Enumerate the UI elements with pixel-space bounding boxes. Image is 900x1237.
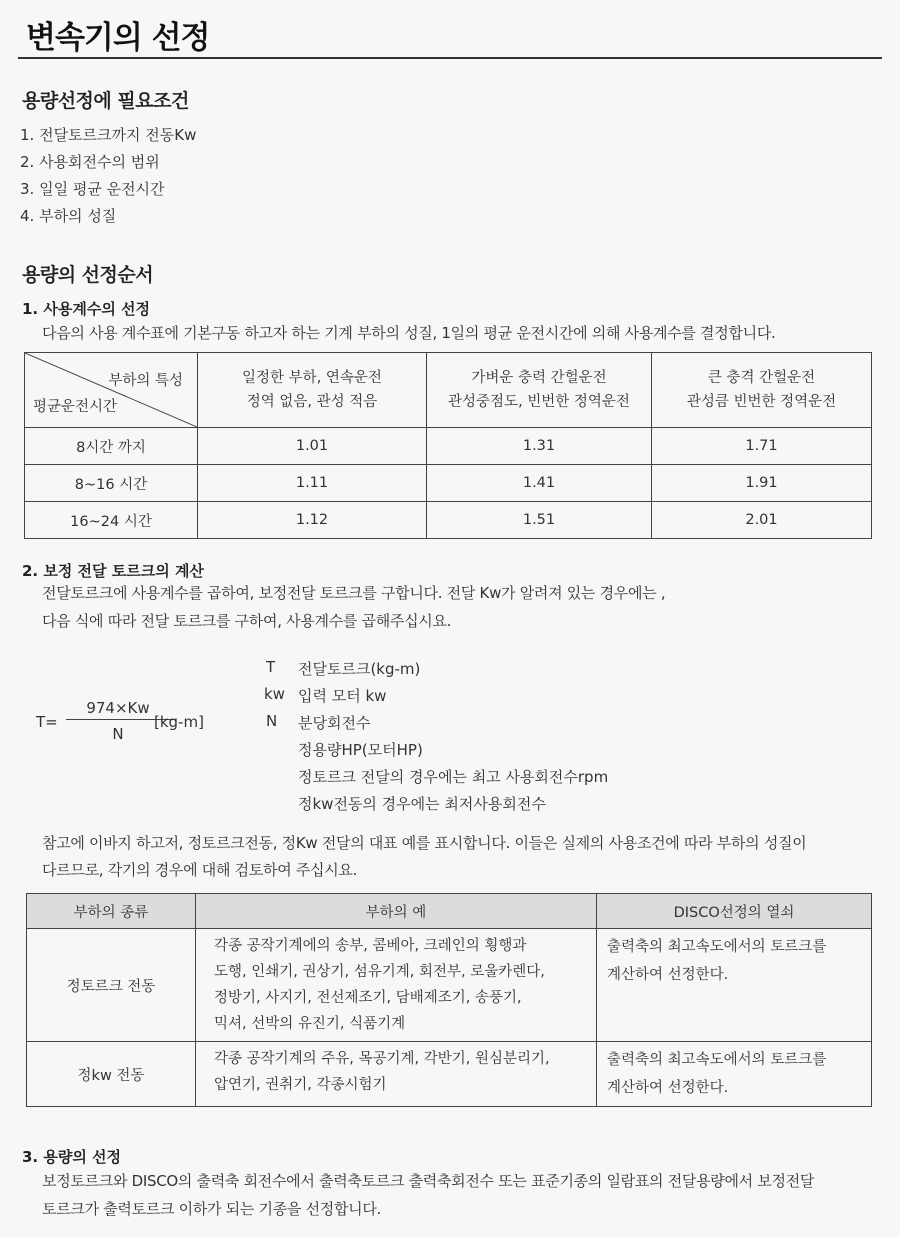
load-examples-table	[26, 893, 872, 1107]
service-factor-table	[24, 352, 872, 539]
step1-text: 다음의 사용 계수표에 기본구동 하고자 하는 기계 부하의 성질, 1일의 평균 운전시간에 의해 사용계수를 결정합니다.	[42, 324, 776, 342]
example-line: 도행, 인쇄기, 권상기, 섬유기계, 회전부, 로울카렌다,	[214, 964, 545, 980]
step3-text-line1: 보정토르크와 DISCO의 출력축 회전수에서 출력축토르크 출력축회전수 또는 표준기종의 일람표의 전달용량에서 보정전달	[42, 1172, 815, 1190]
example-line: 정방기, 사지기, 전선제조기, 담배제조기, 송풍기,	[214, 990, 522, 1006]
load-examples	[196, 929, 597, 1042]
section-heading-requirements: 용량선정에 필요조건	[22, 90, 189, 112]
table-row	[27, 1042, 872, 1107]
load-kind: 정kw 전동	[27, 1042, 196, 1107]
legend-description: 분당회전수	[298, 714, 371, 732]
table-header-row	[27, 894, 872, 929]
formula-unit: [kg-m]	[154, 713, 204, 731]
row-label: 8시간 까지	[25, 428, 198, 465]
table-cell: 1.01	[198, 428, 427, 465]
title-divider	[18, 57, 882, 59]
table-cell: 1.31	[427, 428, 652, 465]
example-line: 각종 공작기계의 주유, 목공기계, 각반기, 원심분리기,	[214, 1051, 550, 1067]
list-item: 4. 부하의 성질	[20, 207, 117, 225]
row-label: 16~24 시간	[25, 502, 198, 539]
example-line: 믹셔, 선박의 유진기, 식품기계	[214, 1016, 406, 1032]
table-header-row	[25, 353, 872, 428]
step1-heading: 1. 사용계수의 선정	[22, 300, 151, 318]
list-item: 3. 일일 평균 운전시간	[20, 180, 165, 198]
list-item: 2. 사용회전수의 범위	[20, 153, 160, 171]
table-row	[25, 502, 872, 539]
column-header: DISCO선정의 열쇠	[597, 894, 872, 929]
example-line: 압연기, 권취기, 각종시험기	[214, 1077, 387, 1093]
table-cell: 1.91	[652, 465, 872, 502]
corner-label-hours: 평균운전시간	[33, 399, 118, 415]
legend-symbol: N	[266, 712, 278, 730]
column-header-line: 일정한 부하, 연속운전	[242, 370, 382, 386]
table-cell: 1.51	[427, 502, 652, 539]
key-line: 출력축의 최고속도에서의 토르크를	[607, 1052, 827, 1068]
legend-symbol: kw	[264, 685, 285, 703]
selection-key	[597, 929, 872, 1042]
table-cell: 1.41	[427, 465, 652, 502]
load-examples	[196, 1042, 597, 1107]
step2-text-line1: 전달토르크에 사용계수를 곱하여, 보정전달 토르크를 구합니다. 전달 Kw가 알려져 있는 경우에는 ,	[42, 584, 666, 602]
table-corner-cell	[25, 353, 198, 428]
reference-text-line1: 참고에 이바지 하고저, 정토르크전동, 정Kw 전달의 대표 예를 표시합니다. 이들은 실제의 사용조건에 따라 부하의 성질이	[42, 834, 807, 852]
legend-description: 전달토르크(kg-m)	[298, 660, 421, 678]
step3-text-line2: 토르크가 출력토르크 이하가 되는 기종을 선정합니다.	[42, 1200, 381, 1218]
column-header-line: 관성큼 빈번한 정역운전	[686, 394, 837, 410]
row-label: 8~16 시간	[25, 465, 198, 502]
column-header-line: 가벼운 충력 간헐운전	[471, 370, 607, 386]
table-row	[25, 428, 872, 465]
column-header	[652, 353, 872, 428]
table-cell: 2.01	[652, 502, 872, 539]
step2-heading: 2. 보정 전달 토르크의 계산	[22, 562, 204, 580]
column-header: 부하의 종류	[27, 894, 196, 929]
key-line: 계산하여 선정한다.	[607, 1080, 729, 1096]
load-kind: 정토르크 전동	[27, 929, 196, 1042]
example-line: 각종 공작기계에의 송부, 콤베아, 크레인의 횡행과	[214, 938, 527, 954]
column-header-line: 관성중점도, 빈번한 정역운전	[448, 394, 630, 410]
step3-heading: 3. 용량의 선정	[22, 1148, 122, 1166]
key-line: 출력축의 최고속도에서의 토르크를	[607, 939, 827, 955]
table-cell: 1.11	[198, 465, 427, 502]
formula-denominator: N	[112, 725, 124, 743]
table-cell: 1.12	[198, 502, 427, 539]
list-item: 1. 전달토르크까지 전동Kw	[20, 126, 197, 144]
column-header	[427, 353, 652, 428]
legend-description: 정용량HP(모터HP)	[298, 741, 423, 759]
page-title: 변속기의 선정	[26, 20, 210, 56]
legend-description: 입력 모터 kw	[298, 687, 387, 705]
step2-text-line2: 다음 식에 따라 전달 토르크를 구하여, 사용계수를 곱해주십시요.	[42, 612, 452, 630]
formula-lhs: T=	[36, 713, 58, 731]
column-header	[198, 353, 427, 428]
table-row	[25, 465, 872, 502]
column-header: 부하의 예	[196, 894, 597, 929]
key-line: 계산하여 선정한다.	[607, 967, 729, 983]
legend-description: 정kw전동의 경우에는 최저사용회전수	[298, 795, 546, 813]
column-header-line: 큰 충격 간헐운전	[707, 370, 816, 386]
corner-label-load: 부하의 특성	[108, 373, 183, 389]
column-header-line: 정역 없음, 관성 적음	[246, 394, 378, 410]
section-heading-procedure: 용량의 선정순서	[22, 264, 154, 286]
table-row	[27, 929, 872, 1042]
selection-key	[597, 1042, 872, 1107]
table-cell: 1.71	[652, 428, 872, 465]
legend-description: 정토르크 전달의 경우에는 최고 사용회전수rpm	[298, 768, 609, 786]
legend-symbol: T	[266, 658, 276, 676]
reference-text-line2: 다르므로, 각기의 경우에 대해 검토하여 주십시요.	[42, 861, 358, 879]
formula-numerator: 974×Kw	[86, 699, 150, 717]
